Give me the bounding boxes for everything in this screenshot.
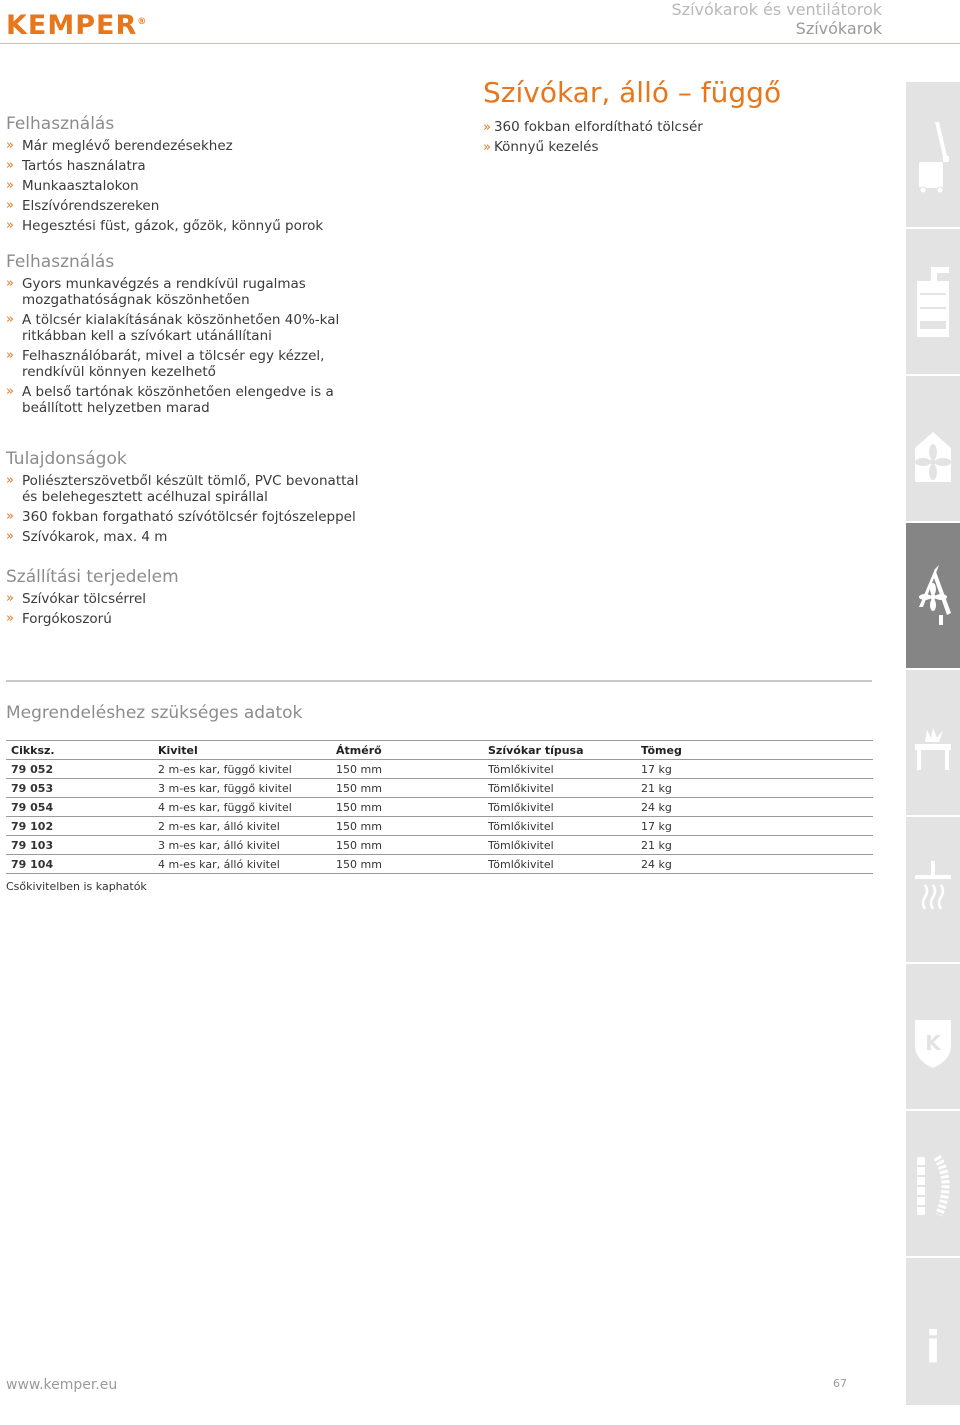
diameter: 150 mm — [331, 817, 483, 836]
order-title: Megrendeléshez szükséges adatok — [6, 703, 303, 723]
sidebar-tab-extraction-arms[interactable] — [906, 521, 960, 670]
list-item: » Hegesztési füst, gázok, gőzök, könnyű porok — [6, 218, 324, 234]
weight: 17 kg — [636, 817, 873, 836]
order-table — [6, 740, 873, 874]
section-properties — [6, 448, 376, 549]
product-title: Szívókar, álló – függő — [483, 76, 782, 109]
product-highlight: » Könnyű kezelés — [483, 139, 599, 155]
variant: 3 m-es kar, álló kivitel — [153, 836, 331, 855]
list-item: » Már meglévő berendezésekhez — [6, 138, 233, 154]
column-header: Szívókar típusa — [483, 741, 636, 760]
table-header-row — [6, 741, 873, 760]
info-icon — [913, 1292, 953, 1372]
diameter: 150 mm — [331, 855, 483, 874]
category-sidebar — [906, 80, 960, 1425]
list-item: » Elszívórendszereken — [6, 198, 160, 214]
article-number: 79 102 — [6, 817, 153, 836]
list-item: » A tölcsér kialakításának köszönhetően 40%-kal ritkábban kell a szívókart utánállítani — [6, 312, 340, 344]
table-note: Csőkivitelben is kaphatók — [6, 880, 147, 893]
sidebar-tab-hoses[interactable] — [906, 1109, 960, 1258]
list-item: » Szívókarok, max. 4 m — [6, 529, 168, 545]
section-title: Szállítási terjedelem — [6, 567, 179, 587]
header-subcategory: Szívókarok — [795, 19, 882, 38]
welding-table-icon — [913, 704, 953, 784]
diameter: 150 mm — [331, 779, 483, 798]
weight: 21 kg — [636, 836, 873, 855]
section-title: Tulajdonságok — [6, 449, 127, 469]
footer-url[interactable]: www.kemper.eu — [6, 1377, 118, 1393]
extraction-arm-fan-icon — [913, 557, 953, 637]
section-delivery-scope — [6, 566, 406, 631]
list-item: » Felhasználóbarát, mivel a tölcsér egy kézzel, rendkívül könnyen kezelhető — [6, 348, 325, 380]
weight: 24 kg — [636, 798, 873, 817]
arm-type: Tömlőkivitel — [483, 779, 636, 798]
variant: 4 m-es kar, álló kivitel — [153, 855, 331, 874]
article-number: 79 104 — [6, 855, 153, 874]
mobile-extractor-icon — [913, 116, 953, 196]
arm-type: Tömlőkivitel — [483, 836, 636, 855]
column-header: Kivitel — [153, 741, 331, 760]
stationary-filter-icon — [913, 263, 953, 343]
list-item: » Forgókoszorú — [6, 611, 112, 627]
sidebar-tab-stationary-filter[interactable] — [906, 227, 960, 376]
header-category: Szívókarok és ventilátorok — [671, 0, 882, 19]
table-row — [6, 817, 873, 836]
variant: 3 m-es kar, függő kivitel — [153, 779, 331, 798]
section-title: Felhasználás — [6, 252, 115, 272]
diameter: 150 mm — [331, 760, 483, 779]
diameter: 150 mm — [331, 798, 483, 817]
kemper-shield-icon — [913, 998, 953, 1078]
variant: 2 m-es kar, függő kivitel — [153, 760, 331, 779]
list-item: » Poliészterszövetből készült tömlő, PVC bevonattal és belehegesztett acélhuzal spirállal — [6, 473, 359, 505]
page-number: 67 — [833, 1377, 847, 1390]
hose-icon — [913, 1145, 953, 1225]
sidebar-tab-kemper[interactable] — [906, 962, 960, 1111]
article-number: 79 052 — [6, 760, 153, 779]
section-benefits — [6, 251, 376, 420]
sidebar-tab-info[interactable] — [906, 1256, 960, 1405]
table-row — [6, 779, 873, 798]
list-item: » Tartós használatra — [6, 158, 146, 174]
column-header: Cikksz. — [6, 741, 153, 760]
weight: 24 kg — [636, 855, 873, 874]
product-highlights — [483, 117, 703, 157]
arm-type: Tömlőkivitel — [483, 855, 636, 874]
fan-icon — [913, 410, 953, 490]
arm-type: Tömlőkivitel — [483, 760, 636, 779]
list-item: » Szívókar tölcsérrel — [6, 591, 147, 607]
sidebar-tab-fan[interactable] — [906, 374, 960, 523]
arm-type: Tömlőkivitel — [483, 798, 636, 817]
column-header: Átmérő — [331, 741, 483, 760]
column-header: Tömeg — [636, 741, 873, 760]
header-divider — [0, 43, 960, 44]
section-usage — [6, 113, 406, 238]
diameter: 150 mm — [331, 836, 483, 855]
list-item: » Gyors munkavégzés a rendkívül rugalmas mozgathatóságnak köszönhetően — [6, 276, 306, 308]
table-row — [6, 760, 873, 779]
weight: 21 kg — [636, 779, 873, 798]
arm-type: Tömlőkivitel — [483, 817, 636, 836]
table-row — [6, 855, 873, 874]
variant: 2 m-es kar, álló kivitel — [153, 817, 331, 836]
table-row — [6, 798, 873, 817]
table-row — [6, 836, 873, 855]
article-number: 79 053 — [6, 779, 153, 798]
section-title: Felhasználás — [6, 114, 115, 134]
sidebar-tab-exhaust-hood[interactable] — [906, 815, 960, 964]
article-number: 79 103 — [6, 836, 153, 855]
exhaust-hood-icon — [913, 851, 953, 931]
list-item: » 360 fokban forgatható szívótölcsér fojtószeleppel — [6, 509, 356, 525]
kemper-logo: KEMPER® — [6, 10, 148, 41]
variant: 4 m-es kar, függő kivitel — [153, 798, 331, 817]
svg-text:K: K — [925, 1030, 941, 1055]
list-item: » Munkaasztalokon — [6, 178, 139, 194]
sidebar-tab-welding-table[interactable] — [906, 668, 960, 817]
article-number: 79 054 — [6, 798, 153, 817]
svg-text:i: i — [925, 1321, 941, 1372]
weight: 17 kg — [636, 760, 873, 779]
section-divider — [6, 680, 872, 682]
product-highlight: » 360 fokban elfordítható tölcsér — [483, 119, 703, 135]
sidebar-tab-mobile-extractor[interactable] — [906, 80, 960, 229]
list-item: » A belső tartónak köszönhetően elengedve is a beállított helyzetben marad — [6, 384, 334, 416]
